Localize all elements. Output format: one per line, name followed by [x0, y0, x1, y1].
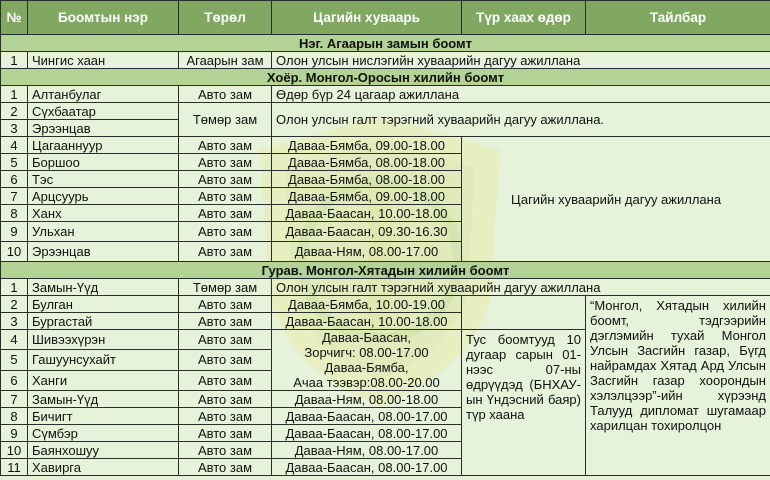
- table-row: [1, 103, 770, 120]
- schedule-line: Даваа-Баасан,: [321, 330, 412, 345]
- port-schedule: Даваа-Бямба, 10.00-19.00: [272, 296, 462, 313]
- header-schedule: Цагийн хуваарь: [272, 1, 462, 35]
- port-type: Төмөр зам: [179, 279, 272, 296]
- port-type: Авто зам: [179, 242, 272, 262]
- port-schedule: Олон улсын галт тэрэгний хуваарийн дагуу ажиллана: [272, 279, 770, 296]
- header-row: [1, 1, 770, 35]
- port-name: Сүмбэр: [28, 425, 179, 442]
- schedule-line: Ачаа тээвэр:08.00-20.00: [293, 375, 440, 390]
- row-number: 6: [1, 171, 28, 188]
- table-row: [1, 279, 770, 296]
- port-schedule: Олон улсын галт тэрэгний хуваарийн дагуу ажиллана.: [272, 103, 770, 137]
- row-number: 10: [1, 242, 28, 262]
- port-type: Авто зам: [179, 222, 272, 242]
- port-name: Ханги: [28, 370, 179, 390]
- port-schedule: Олон улсын нислэгийн хуваарийн дагуу ажиллана: [272, 52, 770, 69]
- header-port-name: Боомтын нэр: [28, 1, 179, 35]
- row-number: 8: [1, 205, 28, 222]
- port-name: Замын-Үүд: [28, 391, 179, 408]
- port-type: Авто зам: [179, 350, 272, 370]
- section-row: [1, 35, 770, 52]
- row-number: 10: [1, 442, 28, 459]
- port-name: Боршоо: [28, 154, 179, 171]
- port-type: Авто зам: [179, 86, 272, 103]
- port-name: Алтанбулаг: [28, 86, 179, 103]
- table-row: [1, 86, 770, 103]
- port-name: Сүхбаатар: [28, 103, 179, 120]
- schedule-line: Даваа-Бямба,: [324, 360, 409, 375]
- header-number: №: [1, 1, 28, 35]
- port-type: Авто зам: [179, 425, 272, 442]
- port-schedule: Даваа-Бямба, 08.00-18.00: [272, 171, 462, 188]
- close-day-note: Тус боомтууд 10 дугаар сарын 01-нээс 07-ны өдрүүдэд (БНХАУ-ын Үндэсний баяр) түр хаана: [462, 330, 586, 476]
- port-type: Авто зам: [179, 459, 272, 476]
- port-type: Авто зам: [179, 408, 272, 425]
- section-title-china: Гурав. Монгол-Хятадын хилийн боомт: [1, 262, 770, 279]
- port-schedule: Даваа-Ням, 08.00-17.00: [272, 242, 462, 262]
- table-row: [1, 296, 770, 313]
- row-number: 2: [1, 296, 28, 313]
- port-type: Авто зам: [179, 154, 272, 171]
- row-number: 3: [1, 120, 28, 137]
- port-name: Чингис хаан: [28, 52, 179, 69]
- port-schedule: Даваа-Баасан, 10.00-18.00: [272, 205, 462, 222]
- port-type: Авто зам: [179, 205, 272, 222]
- port-name: Баянхошуу: [28, 442, 179, 459]
- port-name: Булган: [28, 296, 179, 313]
- port-type: Авто зам: [179, 188, 272, 205]
- row-number: 9: [1, 425, 28, 442]
- row-number: 5: [1, 154, 28, 171]
- section-row: [1, 262, 770, 279]
- port-schedule: Өдөр бүр 24 цагаар ажиллана: [272, 86, 770, 103]
- section-row: [1, 69, 770, 86]
- header-close-day: Түр хаах өдөр: [462, 1, 586, 35]
- row-number: 5: [1, 350, 28, 370]
- port-schedule: Даваа-Баасан, 08.00-17.00: [272, 425, 462, 442]
- row-number: 1: [1, 86, 28, 103]
- empty-cell: [462, 296, 586, 330]
- port-type: Авто зам: [179, 137, 272, 154]
- port-type: Агаарын зам: [179, 52, 272, 69]
- port-name: Арцсуурь: [28, 188, 179, 205]
- port-name: Замын-Үүд: [28, 279, 179, 296]
- port-name: Хавирга: [28, 459, 179, 476]
- row-number: 9: [1, 222, 28, 242]
- row-number: 1: [1, 279, 28, 296]
- port-name: Эрээнцав: [28, 242, 179, 262]
- row-number: 6: [1, 370, 28, 390]
- port-name: Ханх: [28, 205, 179, 222]
- port-name: Бургастай: [28, 313, 179, 330]
- port-type: Төмөр зам: [179, 103, 272, 137]
- schedule-line: Зорчигч: 08.00-17.00: [304, 345, 429, 360]
- section-title-air: Нэг. Агаарын замын боомт: [1, 35, 770, 52]
- header-type: Төрөл: [179, 1, 272, 35]
- row-number: 4: [1, 330, 28, 350]
- port-name: Тэс: [28, 171, 179, 188]
- port-type: Авто зам: [179, 330, 272, 350]
- port-schedule: Даваа-Баасан, 09.30-16.30: [272, 222, 462, 242]
- port-schedule: Даваа-Бямба, 09.00-18.00: [272, 137, 462, 154]
- port-type: Авто зам: [179, 370, 272, 390]
- port-type: Авто зам: [179, 442, 272, 459]
- port-type: Авто зам: [179, 391, 272, 408]
- port-schedule: Даваа-Баасан, 10.00-18.00: [272, 313, 462, 330]
- table-row: [1, 52, 770, 69]
- row-number: 3: [1, 313, 28, 330]
- port-schedule: Даваа-Ням, 08.00-17.00: [272, 442, 462, 459]
- port-name: Бичигт: [28, 408, 179, 425]
- section-title-russia: Хоёр. Монгол-Оросын хилийн боомт: [1, 69, 770, 86]
- row-number: 2: [1, 103, 28, 120]
- table-row: [1, 137, 770, 154]
- russia-note: Цагийн хуваарийн дагуу ажиллана: [462, 137, 770, 262]
- merged-schedule: [272, 330, 462, 391]
- row-number: 4: [1, 137, 28, 154]
- header-note: Тайлбар: [586, 1, 770, 35]
- port-schedule: Даваа-Бямба, 09.00-18.00: [272, 188, 462, 205]
- port-schedule: Даваа-Баасан, 08.00-17.00: [272, 459, 462, 476]
- port-type: Авто зам: [179, 296, 272, 313]
- port-schedule: Даваа-Бямба, 08.00-18.00: [272, 154, 462, 171]
- port-type: Авто зам: [179, 313, 272, 330]
- china-note: “Монгол, Хятадын хилийн боомт, тэдгээрийн дэглэмийн тухай Монгол Улсын Засгийн газар, Бүгд найрамдах Хятад Ард Улсын Засгийн газар хоорондын хэлэлцээр”-ийн хүрээнд Талууд дипломат шугамаар харилцан тохиролцон: [586, 296, 770, 476]
- row-number: 7: [1, 188, 28, 205]
- port-type: Авто зам: [179, 171, 272, 188]
- row-number: 1: [1, 52, 28, 69]
- port-name: Эрээнцав: [28, 120, 179, 137]
- row-number: 11: [1, 459, 28, 476]
- row-number: 7: [1, 391, 28, 408]
- port-schedule: Даваа-Ням, 08.00-18.00: [272, 391, 462, 408]
- port-name: Ульхан: [28, 222, 179, 242]
- row-number: 8: [1, 408, 28, 425]
- port-name: Цагааннуур: [28, 137, 179, 154]
- port-schedule: Даваа-Баасан, 08.00-17.00: [272, 408, 462, 425]
- port-name: Шивээхүрэн: [28, 330, 179, 350]
- port-name: Гашуунсухайт: [28, 350, 179, 370]
